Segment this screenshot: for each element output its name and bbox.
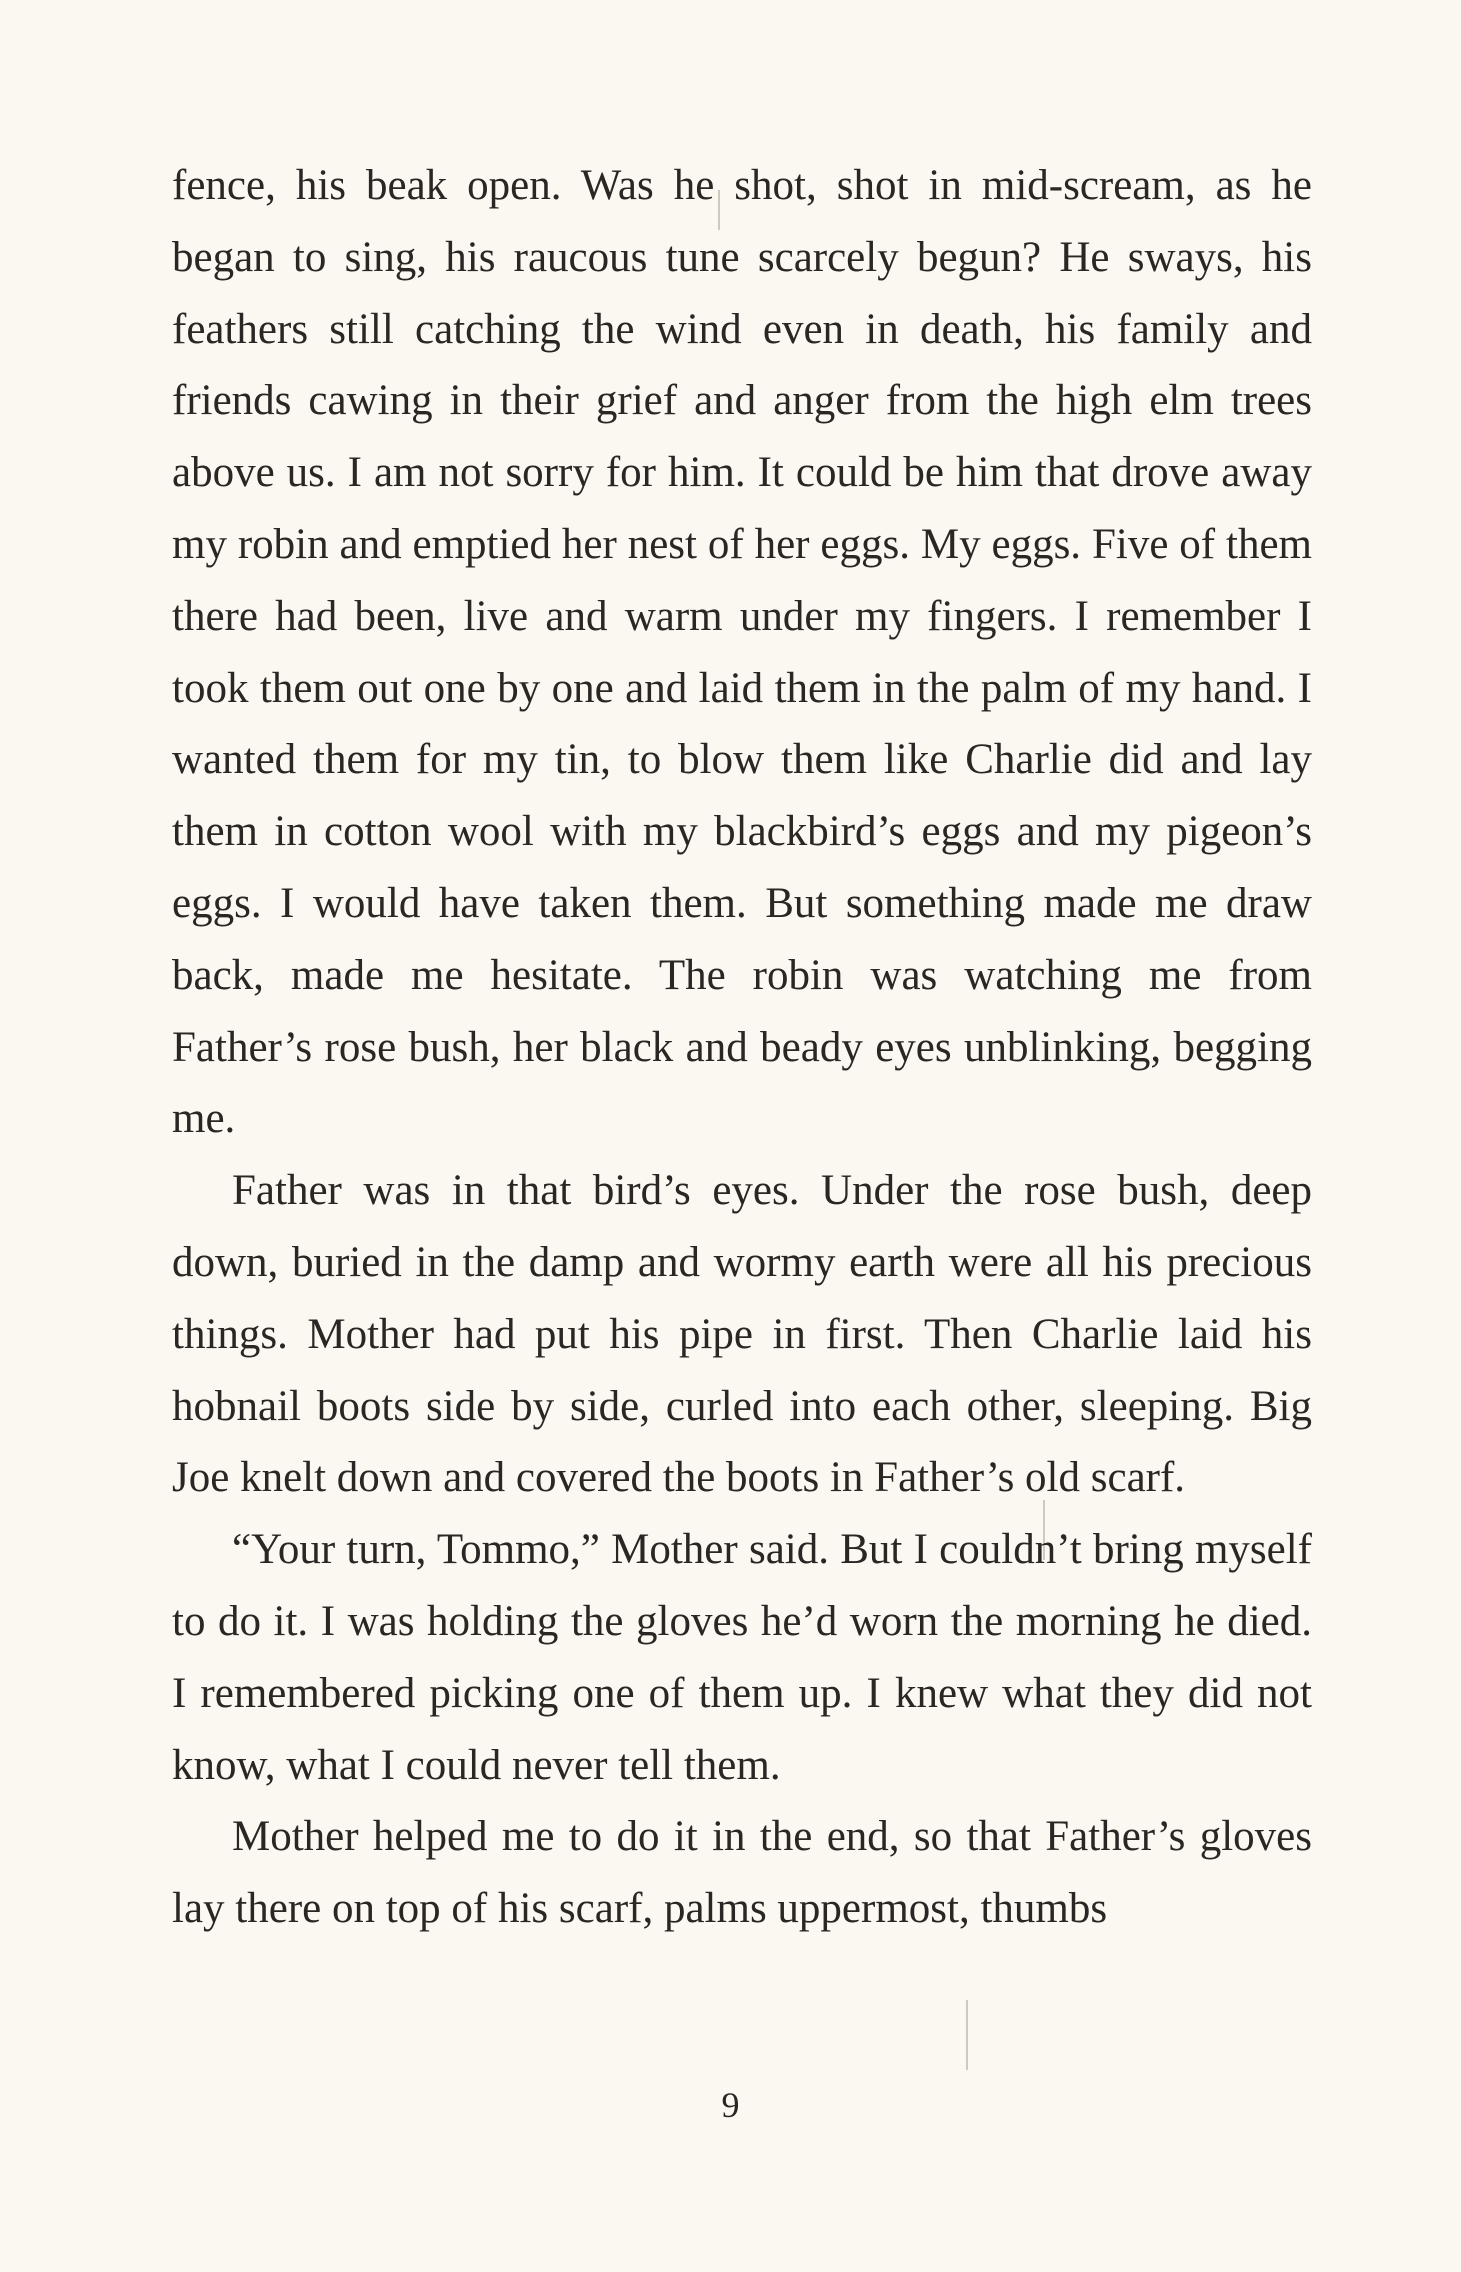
paragraph: fence, his beak open. Was he shot, shot in mid-scream, as he began to sing, his raucous tune scarcely begun? He sways, his feathers still catching the wind even in death, his family and friends cawing in their grief and anger from the high elm trees above us. I am not sorry for him. It could be him that drove away my robin and emptied her nest of her eggs. My eggs. Five of them there had been, live and warm under my fingers. I remember I took them out one by one and laid them in the palm of my hand. I wanted them for my tin, to blow them like Charlie did and lay them in cotton wool with my blackbird’s eggs and my pigeon’s eggs. I would have taken them. But something made me draw back, made me hesitate. The robin was watching me from Father’s rose bush, her black and beady eyes unblinking, begging me. [172,162,1312,1143]
page-number: 9 [721,2085,740,2125]
scan-artifact-line [966,2000,968,2070]
paragraph: Father was in that bird’s eyes. Under the rose bush, deep down, buried in the damp and wormy earth were all his precious things. Mother had put his pipe in first. Then Charlie laid his hobnail boots side by side, curled into each other, sleeping. Big Joe knelt down and covered the boots in Father’s old scarf. [172,1167,1312,1502]
body-text [172,150,1312,1945]
paragraph: Mother helped me to do it in the end, so that Father’s gloves lay there on top of his scarf, palms uppermost, thumbs [172,1813,1312,1933]
paragraph: “Your turn, Tommo,” Mother said. But I couldn’t bring myself to do it. I was holding the gloves he’d worn the morning he died. I remembered picking one of them up. I knew what they did not know, what I could never tell them. [172,1526,1312,1789]
